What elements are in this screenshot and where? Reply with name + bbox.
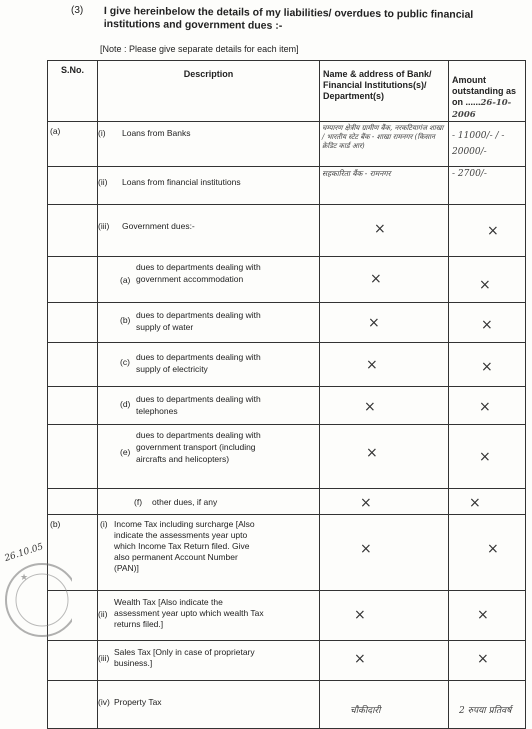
row-sub-label: (c) [120,357,130,367]
row-roman: (iii) [98,653,110,663]
property-tax-amount: 2 रुपया प्रतिवर्ष [449,681,526,729]
row-sub-label: (a) [120,275,131,285]
row-roman: (iii) [98,221,110,231]
property-tax-payee: चौकीदारी [320,681,449,729]
row-text: dues to departments dealing with telephones [136,394,261,416]
row-roman: (i) [100,519,108,529]
table-row [48,205,526,257]
row-sub-label: (b) [120,315,131,325]
row-text: Sales Tax [Only in case of proprietary business.] [114,647,255,668]
cross-mark: × [370,271,382,287]
cross-mark: × [481,317,493,333]
row-text: Wealth Tax [Also indicate the assessment year upto which wealth Tax returns filed.] [114,597,264,629]
description-header: Description [98,61,320,122]
table-row [48,122,526,167]
row-text: dues to departments dealing with government transport (including aircrafts and helicopters) [136,430,261,464]
cross-mark: × [360,495,372,511]
cross-mark: × [479,449,491,465]
margin-date-signature: 26.10.05 [3,542,45,564]
table-row [48,303,526,343]
table-header-row [48,61,526,122]
liabilities-table [47,60,526,729]
section-label-a: (a) [50,126,61,136]
row-text: Property Tax [114,697,162,707]
row-roman: (ii) [98,177,108,187]
row-text: dues to departments dealing with supply of electricity [136,352,261,374]
cross-mark: × [479,399,491,415]
cross-mark: × [481,359,493,375]
cross-mark: × [487,541,499,557]
row-roman: (ii) [98,609,108,619]
row-text: Government dues:- [122,221,195,231]
cross-mark: × [366,357,378,373]
row-roman: (i) [98,128,106,138]
declaration-heading: I give hereinbelow the details of my liabilities/ overdues to public financial institutions and government dues :- [103,5,474,32]
row-roman: (iv) [98,697,110,707]
cross-mark: × [354,651,366,667]
bank-name-handwritten: सहकारिता बैंक - रामनगर [320,167,449,205]
row-text: other dues, if any [152,497,218,507]
row-sub-label: (f) [134,497,143,507]
cross-mark: × [469,495,481,511]
table-row [48,591,526,641]
svg-text:★: ★ [20,573,29,583]
cross-mark: × [366,445,378,461]
table-row [48,167,526,205]
amount-handwritten: - 2700/- [449,167,526,205]
item-number: (3) [71,5,84,16]
cross-mark: × [364,399,376,415]
row-text: dues to departments dealing with supply of water [136,310,261,332]
row-text: Loans from financial institutions [122,177,241,187]
note-text: [Note : Please give separate details for each item] [100,44,299,54]
bank-header: Name & address of Bank/ Financial Institutions(s)/ Department(s) [320,61,449,122]
cross-mark: × [368,315,380,331]
cross-mark: × [354,607,366,623]
table-row [48,515,526,591]
section-label-b: (b) [50,519,61,529]
table-row [48,681,526,729]
row-sub-label: (e) [120,447,131,457]
cross-mark: × [479,277,491,293]
table-row [48,257,526,303]
cross-mark: × [360,541,372,557]
cross-mark: × [477,607,489,623]
row-sub-label: (d) [120,399,131,409]
sno-header: S.No. [48,61,98,122]
table-row [48,489,526,515]
cross-mark: × [477,651,489,667]
amount-handwritten: - 11000/- / - 20000/- [449,122,526,167]
row-text: Loans from Banks [122,128,191,138]
bank-name-handwritten: चम्पारण क्षेत्रीय ग्रामीण बैंक, नरकटियागंज शाखा / भारतीय स्टेट बैंक - शाखा रामनगर (किसान क्रेडिट कार्ड आर) [320,122,449,167]
row-text: Income Tax including surcharge [Also indicate the assessments year upto which Income Tax Return filed. Give also permanent Account Number (PAN)] [114,519,255,573]
amount-date: 26-10-2006 [452,98,512,120]
cross-mark: × [487,223,499,239]
table-row [48,387,526,425]
amount-header: Amount outstanding as on ......26-10-2006 [449,61,526,122]
table-row [48,343,526,387]
row-text: dues to departments dealing with government accommodation [136,262,261,284]
cross-mark: × [374,221,386,237]
table-row [48,425,526,489]
table-row [48,641,526,681]
